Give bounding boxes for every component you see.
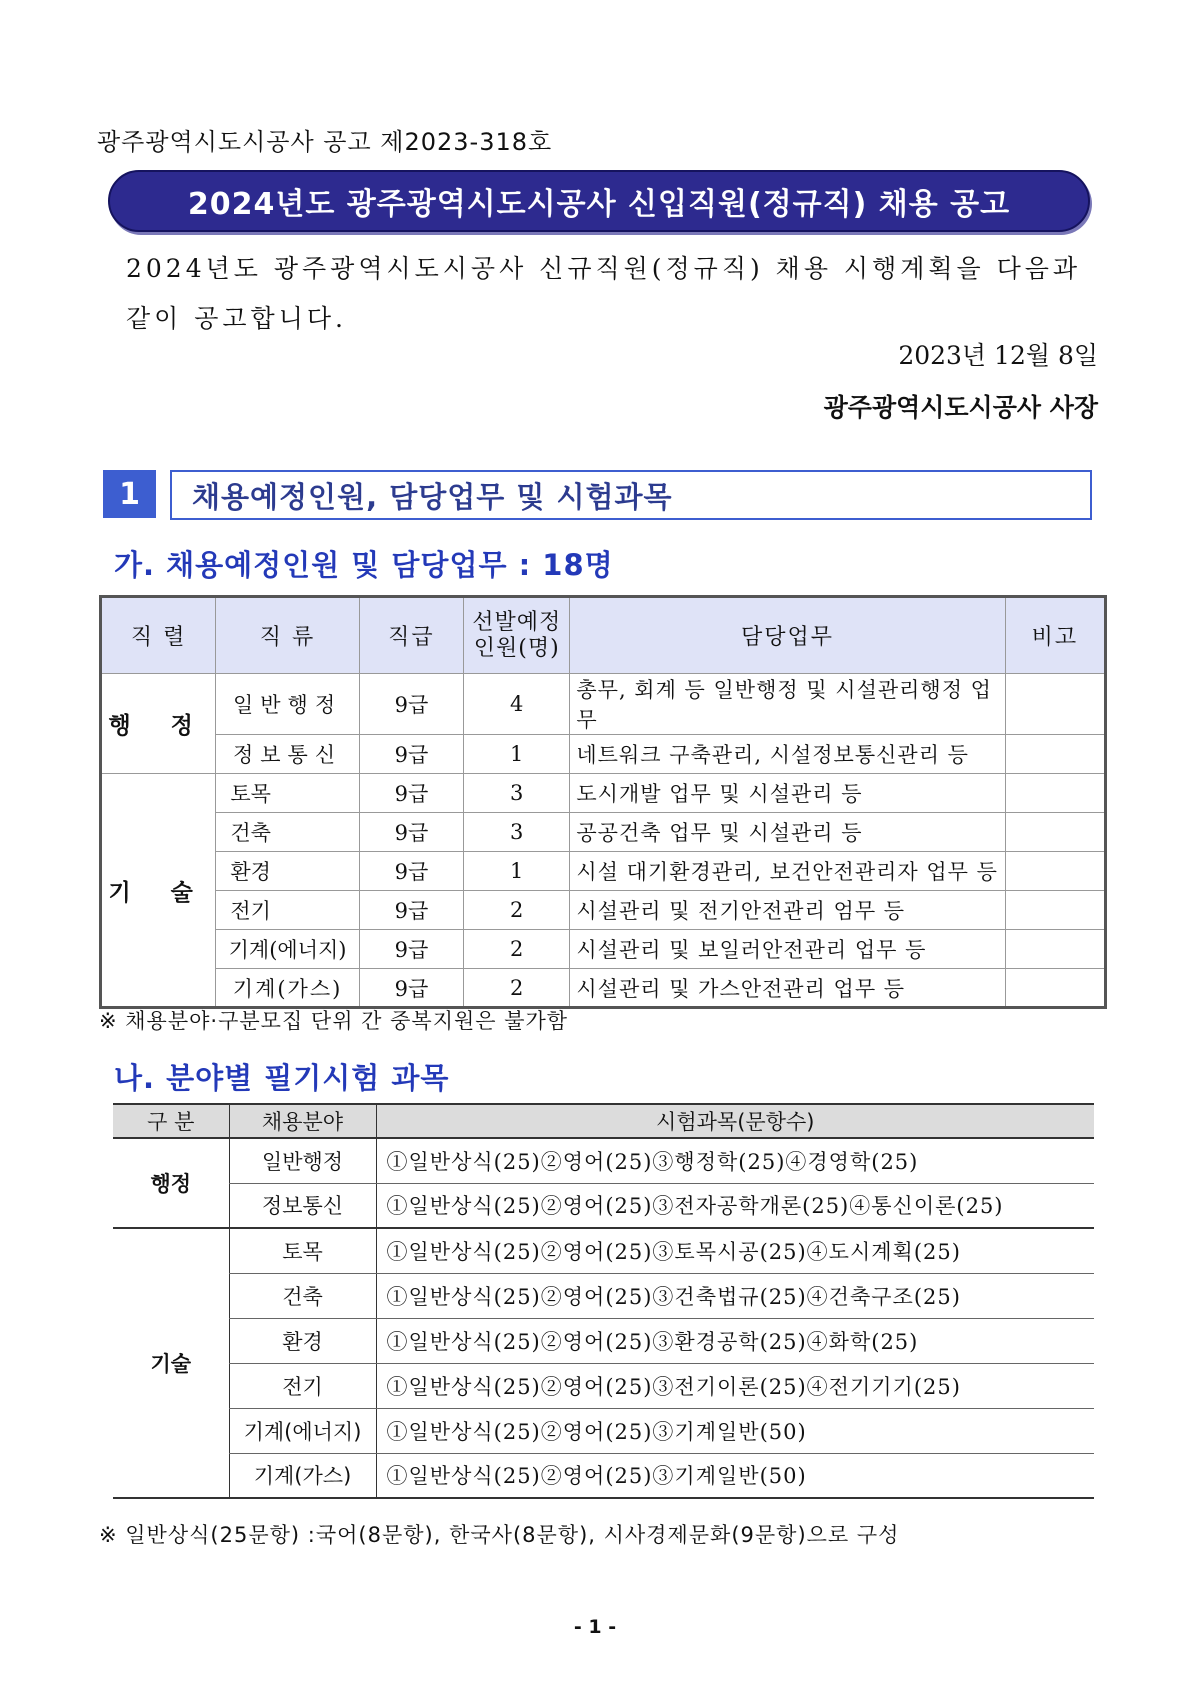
field-cell: 건축 — [229, 1273, 376, 1318]
note-cell — [1005, 852, 1105, 891]
table-row — [101, 813, 1106, 852]
table-row — [101, 735, 1106, 774]
section-number: 1 — [103, 470, 156, 518]
table-row — [101, 891, 1106, 930]
header-cell: 직 류 — [216, 597, 359, 674]
header-cell: 비고 — [1005, 597, 1105, 674]
table-row — [101, 674, 1106, 735]
table-row — [113, 1273, 1094, 1318]
count-cell: 1 — [464, 735, 570, 774]
duty-cell: 시설 대기환경관리, 보건안전관리자 업무 등 — [570, 852, 1005, 891]
subjects-cell: ①일반상식(25)②영어(25)③토목시공(25)④도시계획(25) — [376, 1228, 1094, 1273]
duty-cell: 총무, 회계 등 일반행정 및 시설관리행정 업무 — [570, 674, 1005, 735]
duty-cell: 네트워크 구축관리, 시설정보통신관리 등 — [570, 735, 1005, 774]
table-row — [113, 1228, 1094, 1273]
grade-cell: 9급 — [359, 891, 463, 930]
count-cell: 2 — [464, 969, 570, 1008]
table-header-row — [113, 1104, 1094, 1138]
field-cell: 전기 — [216, 891, 359, 930]
announcement-date: 2023년 12월 8일 — [898, 341, 1098, 370]
subjects-cell: ①일반상식(25)②영어(25)③기계일반(50) — [376, 1408, 1094, 1453]
field-cell: 건축 — [216, 813, 359, 852]
table-row — [113, 1318, 1094, 1363]
note-cell — [1005, 774, 1105, 813]
duty-cell: 시설관리 및 가스안전관리 업무 등 — [570, 969, 1005, 1008]
field-cell: 토목 — [216, 774, 359, 813]
grade-cell: 9급 — [359, 969, 463, 1008]
grade-cell: 9급 — [359, 930, 463, 969]
general-knowledge-note: ※ 일반상식(25문항) :국어(8문항), 한국사(8문항), 시사경제문화(9문항)으로 구성 — [99, 1523, 900, 1547]
group-cell: 기술 — [113, 1228, 229, 1498]
table-row — [101, 969, 1106, 1008]
group-cell: 기 술 — [101, 774, 216, 1008]
section-title: 채용예정인원, 담당업무 및 시험과목 — [192, 479, 673, 514]
section-title-box — [170, 470, 1092, 520]
table-row — [113, 1453, 1094, 1498]
header-cell: 채용분야 — [229, 1104, 376, 1138]
duty-cell: 시설관리 및 보일러안전관리 업무 등 — [570, 930, 1005, 969]
field-cell: 토목 — [229, 1228, 376, 1273]
intro-paragraph: 2024년도 광주광역시도시공사 신규직원(정규직) 채용 시행계획을 다음과 같이 공고합니다. — [126, 254, 1082, 333]
grade-cell: 9급 — [359, 735, 463, 774]
grade-cell: 9급 — [359, 852, 463, 891]
note-cell — [1005, 674, 1105, 735]
page-number: - 1 - — [573, 1616, 617, 1638]
signer: 광주광역시도시공사 사장 — [823, 393, 1098, 422]
note-cell — [1005, 735, 1105, 774]
table-row — [101, 774, 1106, 813]
field-cell: 기계(에너지) — [216, 930, 359, 969]
duty-cell: 공공건축 업무 및 시설관리 등 — [570, 813, 1005, 852]
field-cell: 정보통신 — [229, 1183, 376, 1228]
header-cell: 시험과목(문항수) — [376, 1104, 1094, 1138]
document-title: 2024년도 광주광역시도시공사 신입직원(정규직) 채용 공고 — [187, 187, 1011, 222]
note-cell — [1005, 969, 1105, 1008]
group-cell: 행정 — [113, 1138, 229, 1228]
header-cell: 선발예정 인원(명) — [464, 597, 570, 674]
field-cell: 환경 — [229, 1318, 376, 1363]
subjects-cell: ①일반상식(25)②영어(25)③건축법규(25)④건축구조(25) — [376, 1273, 1094, 1318]
recruitment-table — [99, 595, 1107, 1009]
subjects-cell: ①일반상식(25)②영어(25)③기계일반(50) — [376, 1453, 1094, 1498]
subsection-b-title: 나. 분야별 필기시험 과목 — [114, 1061, 450, 1095]
subjects-cell: ①일반상식(25)②영어(25)③환경공학(25)④화학(25) — [376, 1318, 1094, 1363]
field-cell: 기계(에너지) — [229, 1408, 376, 1453]
table-row — [113, 1363, 1094, 1408]
field-cell: 기계(가스) — [229, 1453, 376, 1498]
note-cell — [1005, 930, 1105, 969]
duty-cell: 도시개발 업무 및 시설관리 등 — [570, 774, 1005, 813]
field-cell: 일반행정 — [216, 674, 359, 735]
count-cell: 2 — [464, 891, 570, 930]
field-cell: 전기 — [229, 1363, 376, 1408]
header-cell: 구 분 — [113, 1104, 229, 1138]
table-row — [113, 1183, 1094, 1228]
table-row — [101, 930, 1106, 969]
note-cell — [1005, 891, 1105, 930]
subjects-cell: ①일반상식(25)②영어(25)③전자공학개론(25)④통신이론(25) — [376, 1183, 1094, 1228]
group-cell: 행 정 — [101, 674, 216, 774]
field-cell: 정보통신 — [216, 735, 359, 774]
field-cell: 기계(가스) — [216, 969, 359, 1008]
header-cell: 담당업무 — [570, 597, 1005, 674]
subjects-cell: ①일반상식(25)②영어(25)③전기이론(25)④전기기기(25) — [376, 1363, 1094, 1408]
grade-cell: 9급 — [359, 674, 463, 735]
count-cell: 3 — [464, 774, 570, 813]
table-row — [101, 852, 1106, 891]
notice-number: 광주광역시도시공사 공고 제2023-318호 — [97, 128, 553, 156]
table-row — [113, 1408, 1094, 1453]
table-row — [113, 1138, 1094, 1183]
header-cell: 직 렬 — [101, 597, 216, 674]
table-header-row — [101, 597, 1106, 674]
subjects-cell: ①일반상식(25)②영어(25)③행정학(25)④경영학(25) — [376, 1138, 1094, 1183]
grade-cell: 9급 — [359, 774, 463, 813]
count-cell: 1 — [464, 852, 570, 891]
note-cell — [1005, 813, 1105, 852]
count-cell: 4 — [464, 674, 570, 735]
field-cell: 환경 — [216, 852, 359, 891]
duplicate-application-note: ※ 채용분야·구분모집 단위 간 중복지원은 불가함 — [99, 1009, 569, 1033]
subsection-a-title: 가. 채용예정인원 및 담당업무 : 18명 — [114, 548, 614, 582]
exam-subjects-table — [113, 1103, 1094, 1499]
grade-cell: 9급 — [359, 813, 463, 852]
header-cell: 직급 — [359, 597, 463, 674]
count-cell: 3 — [464, 813, 570, 852]
count-cell: 2 — [464, 930, 570, 969]
duty-cell: 시설관리 및 전기안전관리 엄무 등 — [570, 891, 1005, 930]
document-title-banner — [108, 170, 1090, 232]
field-cell: 일반행정 — [229, 1138, 376, 1183]
